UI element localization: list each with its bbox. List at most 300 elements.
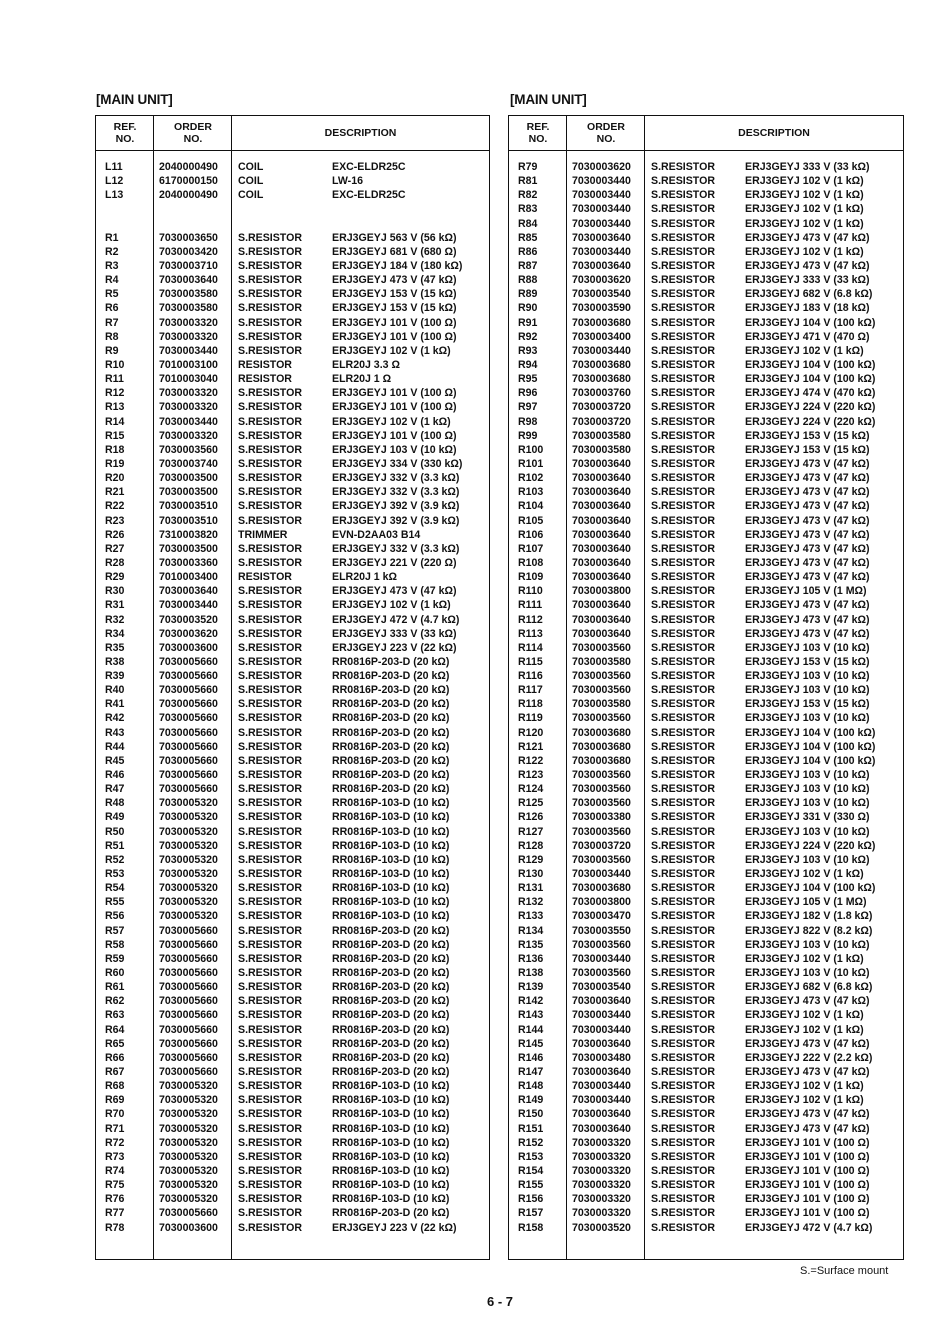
ref-no-cell: R128: [518, 839, 544, 852]
order-no-cell: 7030003640: [572, 1122, 631, 1135]
description-cell: ERJ3GEYJ 473 V (47 kΩ): [332, 585, 457, 598]
table-row: [96, 924, 489, 938]
description-cell: ERJ3GEYJ 102 V (1 kΩ): [745, 344, 864, 357]
description-cell: ERJ3GEYJ 473 V (47 kΩ): [745, 472, 870, 485]
part-type-cell: S.RESISTOR: [651, 1122, 715, 1135]
ref-no-cell: R151: [518, 1122, 544, 1135]
ref-no-cell: R88: [518, 274, 538, 287]
ref-no-cell: R150: [518, 1108, 544, 1121]
table-row: [96, 796, 489, 810]
order-no-cell: 7030003560: [572, 967, 631, 980]
table-row: [96, 1136, 489, 1150]
table-row: [96, 415, 489, 429]
ref-no-cell: R3: [105, 259, 119, 272]
order-no-cell: 7030003620: [159, 627, 218, 640]
part-type-cell: S.RESISTOR: [651, 853, 715, 866]
ref-no-cell: R118: [518, 698, 543, 711]
table-row: [96, 1093, 489, 1107]
part-type-cell: S.RESISTOR: [651, 302, 715, 315]
order-no-cell: 7030003440: [159, 599, 218, 612]
order-no-header: [154, 116, 232, 150]
order-no-cell: 6170000150: [159, 175, 218, 188]
table-row: [509, 542, 903, 556]
part-type-cell: S.RESISTOR: [651, 373, 715, 386]
order-no-cell: 7030003440: [572, 245, 631, 258]
table-row: [96, 499, 489, 513]
description-cell: ERJ3GEYJ 101 V (100 Ω): [332, 429, 457, 442]
ref-no-cell: R71: [105, 1122, 125, 1135]
description-cell: ERJ3GEYJ 103 V (10 kΩ): [745, 783, 870, 796]
table-row: [509, 895, 903, 909]
part-type-cell: S.RESISTOR: [651, 896, 715, 909]
order-no-cell: 7030003470: [572, 910, 631, 923]
ref-no-cell: R145: [518, 1037, 544, 1050]
ref-no-cell: R68: [105, 1080, 125, 1093]
table-row: [96, 980, 489, 994]
ref-no-cell: R74: [105, 1164, 125, 1177]
part-type-cell: S.RESISTOR: [238, 684, 302, 697]
table-row: [509, 471, 903, 485]
order-no-cell: 7030003640: [572, 457, 631, 470]
order-no-cell: 7030003440: [572, 952, 631, 965]
order-no-cell: 7030003320: [572, 1193, 631, 1206]
order-no-cell: 7030003600: [159, 1221, 218, 1234]
description-cell: ERJ3GEYJ 104 V (100 kΩ): [745, 358, 876, 371]
part-type-cell: S.RESISTOR: [651, 288, 715, 301]
table-row: [96, 853, 489, 867]
description-cell: ERJ3GEYJ 104 V (100 kΩ): [745, 754, 876, 767]
part-type-cell: S.RESISTOR: [238, 1193, 302, 1206]
table-row: [509, 386, 903, 400]
ref-no-cell: R72: [105, 1136, 125, 1149]
table-row: [96, 1023, 489, 1037]
blank-row: [96, 217, 489, 231]
table-row: [509, 655, 903, 669]
part-type-cell: S.RESISTOR: [651, 189, 715, 202]
ref-no-cell: R28: [105, 556, 125, 569]
order-no-cell: 7030003800: [572, 585, 631, 598]
part-type-cell: S.RESISTOR: [238, 1179, 302, 1192]
ref-no-cell: R46: [105, 769, 125, 782]
order-no-cell: 7030003540: [572, 981, 631, 994]
order-no-cell: 7030003640: [572, 1108, 631, 1121]
table-row: [509, 1065, 903, 1079]
description-cell: ERJ3GEYJ 473 V (47 kΩ): [745, 528, 870, 541]
part-type-cell: S.RESISTOR: [238, 514, 302, 527]
order-no-cell: 7030003680: [572, 754, 631, 767]
ref-no-cell: R13: [105, 401, 125, 414]
part-type-cell: S.RESISTOR: [238, 938, 302, 951]
description-cell: ERJ3GEYJ 153 V (15 kΩ): [745, 443, 870, 456]
part-type-cell: S.RESISTOR: [651, 655, 715, 668]
part-type-cell: S.RESISTOR: [238, 783, 302, 796]
table-row: [96, 542, 489, 556]
order-no-cell: 7030003500: [159, 486, 218, 499]
description-cell: RR0816P-103-D (10 kΩ): [332, 839, 450, 852]
order-no-cell: 7030005320: [159, 882, 218, 895]
part-type-cell: S.RESISTOR: [238, 853, 302, 866]
description-cell: ERJ3GEYJ 104 V (100 kΩ): [745, 740, 876, 753]
ref-no-cell: R45: [105, 754, 125, 767]
part-type-cell: S.RESISTOR: [651, 1193, 715, 1206]
order-no-cell: 7030005320: [159, 896, 218, 909]
table-row: [96, 259, 489, 273]
part-type-cell: S.RESISTOR: [238, 486, 302, 499]
ref-no-cell: R156: [518, 1193, 544, 1206]
ref-no-cell: R130: [518, 868, 544, 881]
part-type-cell: S.RESISTOR: [238, 726, 302, 739]
ref-no-cell: R60: [105, 967, 125, 980]
ref-no-cell: R63: [105, 1009, 125, 1022]
table-row: [96, 683, 489, 697]
order-no-cell: 7030005320: [159, 853, 218, 866]
table-row: [96, 429, 489, 443]
table-row: [509, 245, 903, 259]
ref-no-cell: R39: [105, 670, 125, 683]
ref-no-cell: R21: [105, 486, 125, 499]
order-no-header: [567, 116, 645, 150]
description-cell: ERJ3GEYJ 153 V (15 kΩ): [745, 429, 870, 442]
description-cell: RR0816P-203-D (20 kΩ): [332, 981, 450, 994]
table-row: [509, 514, 903, 528]
order-header-line1: ORDER: [587, 121, 625, 133]
table-row: [509, 853, 903, 867]
table-row: [96, 584, 489, 598]
ref-no-cell: R18: [105, 443, 125, 456]
order-no-cell: 7030003440: [572, 1094, 631, 1107]
table-row: [96, 740, 489, 754]
table-row: [96, 1221, 489, 1235]
ref-no-cell: R117: [518, 684, 543, 697]
order-no-cell: 7030005660: [159, 952, 218, 965]
ref-no-cell: R15: [105, 429, 125, 442]
table-row: [509, 1079, 903, 1093]
order-no-cell: 7030003640: [572, 486, 631, 499]
part-type-cell: RESISTOR: [238, 358, 292, 371]
table-row: [96, 231, 489, 245]
order-no-cell: 7030003400: [572, 330, 631, 343]
order-no-cell: 7030003720: [572, 401, 631, 414]
part-type-cell: S.RESISTOR: [651, 613, 715, 626]
description-cell: ERJ3GEYJ 473 V (47 kΩ): [745, 500, 870, 513]
ref-no-cell: R79: [518, 161, 538, 173]
ref-no-cell: R157: [518, 1207, 544, 1220]
part-type-cell: S.RESISTOR: [651, 797, 715, 810]
part-type-cell: S.RESISTOR: [651, 231, 715, 244]
part-type-cell: S.RESISTOR: [238, 641, 302, 654]
table-row: [509, 810, 903, 824]
ref-no-cell: R108: [518, 556, 544, 569]
ref-no-cell: R41: [105, 698, 125, 711]
description-cell: ERJ3GEYJ 101 V (100 Ω): [332, 401, 457, 414]
description-cell: ERJ3GEYJ 473 V (47 kΩ): [745, 231, 870, 244]
part-type-cell: S.RESISTOR: [238, 896, 302, 909]
part-type-cell: S.RESISTOR: [238, 1207, 302, 1220]
ref-no-cell: R146: [518, 1051, 544, 1064]
part-type-cell: S.RESISTOR: [651, 754, 715, 767]
order-no-cell: 7030003580: [572, 655, 631, 668]
table-row: [96, 598, 489, 612]
description-cell: ERJ3GEYJ 104 V (100 kΩ): [745, 882, 876, 895]
ref-no-cell: R115: [518, 655, 543, 668]
order-no-cell: 7030005320: [159, 839, 218, 852]
description-cell: ERJ3GEYJ 153 V (15 kΩ): [745, 698, 870, 711]
description-cell: RR0816P-103-D (10 kΩ): [332, 1122, 450, 1135]
order-no-cell: 7030003580: [572, 429, 631, 442]
table-row: [96, 825, 489, 839]
ref-no-cell: R120: [518, 726, 544, 739]
description-cell: ERJ3GEYJ 104 V (100 kΩ): [745, 373, 876, 386]
order-no-cell: 7030003440: [572, 868, 631, 881]
table-row: [96, 938, 489, 952]
ref-no-cell: R44: [105, 740, 125, 753]
part-type-cell: S.RESISTOR: [651, 1150, 715, 1163]
ref-no-cell: R6: [105, 302, 119, 315]
order-no-cell: 7030003320: [572, 1150, 631, 1163]
description-cell: RR0816P-203-D (20 kΩ): [332, 670, 450, 683]
ref-no-cell: R56: [105, 910, 125, 923]
ref-no-cell: R152: [518, 1136, 544, 1149]
ref-no-cell: R91: [518, 316, 538, 329]
order-no-cell: 7030003620: [572, 274, 631, 287]
table-row: [96, 344, 489, 358]
description-cell: ERJ3GEYJ 332 V (3.3 kΩ): [332, 472, 460, 485]
description-cell: ERJ3GEYJ 822 V (8.2 kΩ): [745, 924, 873, 937]
order-no-cell: 7030005660: [159, 924, 218, 937]
table-row: [509, 966, 903, 980]
table-row: [509, 259, 903, 273]
order-no-cell: 7030003600: [159, 641, 218, 654]
part-type-cell: S.RESISTOR: [238, 1037, 302, 1050]
table-row: [96, 400, 489, 414]
order-no-cell: 7030005320: [159, 868, 218, 881]
part-type-cell: S.RESISTOR: [238, 415, 302, 428]
order-no-cell: 7030003680: [572, 316, 631, 329]
order-no-cell: 7030005320: [159, 1164, 218, 1177]
part-type-cell: S.RESISTOR: [238, 613, 302, 626]
description-cell: ERJ3GEYJ 102 V (1 kΩ): [745, 1080, 864, 1093]
description-cell: ERJ3GEYJ 102 V (1 kΩ): [745, 868, 864, 881]
table-row: [509, 301, 903, 315]
ref-no-cell: R149: [518, 1094, 544, 1107]
description-cell: RR0816P-103-D (10 kΩ): [332, 811, 450, 824]
ref-no-cell: R107: [518, 542, 544, 555]
table-row: [96, 457, 489, 471]
left-table-header: [96, 116, 489, 151]
description-cell: ERJ3GEYJ 105 V (1 MΩ): [745, 896, 867, 909]
table-row: [96, 966, 489, 980]
left-unit-title: [MAIN UNIT]: [96, 92, 173, 107]
description-cell: ERJ3GEYJ 222 V (2.2 kΩ): [745, 1051, 873, 1064]
ref-no-cell: R116: [518, 670, 543, 683]
table-row: [509, 598, 903, 612]
part-type-cell: S.RESISTOR: [238, 754, 302, 767]
description-cell: RR0816P-203-D (20 kΩ): [332, 684, 450, 697]
part-type-cell: S.RESISTOR: [651, 585, 715, 598]
order-no-cell: 7030003560: [572, 641, 631, 654]
part-type-cell: S.RESISTOR: [651, 1094, 715, 1107]
table-row: [509, 1051, 903, 1065]
ref-no-cell: R66: [105, 1051, 125, 1064]
order-no-cell: 7030003440: [572, 1023, 631, 1036]
table-row: [509, 669, 903, 683]
part-type-cell: S.RESISTOR: [651, 1080, 715, 1093]
order-no-cell: 7030005320: [159, 1122, 218, 1135]
order-no-cell: 7310003820: [159, 528, 218, 541]
order-no-cell: 7030003440: [572, 217, 631, 230]
ref-no-cell: R110: [518, 585, 543, 598]
part-type-cell: S.RESISTOR: [651, 698, 715, 711]
ref-no-cell: R52: [105, 853, 125, 866]
table-row: [509, 231, 903, 245]
ref-no-cell: R95: [518, 373, 538, 386]
ref-no-cell: R105: [518, 514, 544, 527]
surface-mount-footnote: S.=Surface mount: [800, 1265, 889, 1277]
description-cell: RR0816P-203-D (20 kΩ): [332, 783, 450, 796]
description-cell: ERJ3GEYJ 101 V (100 Ω): [745, 1193, 870, 1206]
table-row: [96, 372, 489, 386]
part-type-cell: S.RESISTOR: [651, 1136, 715, 1149]
order-no-cell: 7030003440: [572, 189, 631, 202]
ref-no-cell: R139: [518, 981, 544, 994]
table-row: [96, 273, 489, 287]
part-type-cell: S.RESISTOR: [651, 868, 715, 881]
ref-no-cell: R54: [105, 882, 125, 895]
description-cell: ERJ3GEYJ 102 V (1 kΩ): [745, 175, 864, 188]
description-cell: EXC-ELDR25C: [332, 189, 406, 202]
order-no-cell: 7030005660: [159, 769, 218, 782]
description-cell: RR0816P-203-D (20 kΩ): [332, 1009, 450, 1022]
order-no-cell: 7030003640: [572, 514, 631, 527]
order-no-cell: 7030005660: [159, 938, 218, 951]
ref-no-cell: R19: [105, 457, 125, 470]
ref-no-cell: R138: [518, 967, 544, 980]
table-row: [509, 1150, 903, 1164]
part-type-cell: S.RESISTOR: [651, 938, 715, 951]
table-row: [509, 188, 903, 202]
description-cell: ERJ3GEYJ 392 V (3.9 kΩ): [332, 500, 460, 513]
part-type-cell: S.RESISTOR: [651, 1066, 715, 1078]
table-row: [96, 528, 489, 542]
part-type-cell: S.RESISTOR: [651, 161, 715, 173]
description-cell: ERJ3GEYJ 182 V (1.8 kΩ): [745, 910, 873, 923]
table-row: [509, 782, 903, 796]
table-row: [509, 584, 903, 598]
order-no-cell: 7030003640: [572, 259, 631, 272]
order-no-cell: 7030003320: [159, 387, 218, 400]
order-no-cell: 7030005320: [159, 811, 218, 824]
part-type-cell: S.RESISTOR: [651, 1051, 715, 1064]
table-row: [509, 1093, 903, 1107]
part-type-cell: S.RESISTOR: [651, 967, 715, 980]
ref-no-cell: R76: [105, 1193, 125, 1206]
description-cell: EVN-D2AA03 B14: [332, 528, 421, 541]
table-row: [509, 613, 903, 627]
part-type-cell: S.RESISTOR: [238, 670, 302, 683]
order-no-cell: 7030003500: [159, 472, 218, 485]
description-cell: ERJ3GEYJ 333 V (33 kΩ): [745, 161, 870, 173]
order-no-cell: 7030005660: [159, 1023, 218, 1036]
table-row: [509, 1122, 903, 1136]
order-no-cell: 7030003440: [159, 344, 218, 357]
table-row: [96, 655, 489, 669]
description-cell: ERJ3GEYJ 103 V (10 kΩ): [745, 712, 870, 725]
table-row: [96, 316, 489, 330]
description-cell: RR0816P-203-D (20 kΩ): [332, 769, 450, 782]
table-row: [96, 895, 489, 909]
description-cell: ERJ3GEYJ 101 V (100 Ω): [332, 330, 457, 343]
ref-no-cell: R134: [518, 924, 544, 937]
description-cell: RR0816P-103-D (10 kΩ): [332, 882, 450, 895]
order-header-line2: NO.: [596, 133, 616, 145]
order-no-cell: 7030003520: [572, 1221, 631, 1234]
ref-no-cell: R31: [105, 599, 125, 612]
part-type-cell: S.RESISTOR: [651, 627, 715, 640]
part-type-cell: S.RESISTOR: [651, 472, 715, 485]
table-row: [96, 726, 489, 740]
description-cell: ERJ3GEYJ 184 V (180 kΩ): [332, 259, 463, 272]
description-cell: ERJ3GEYJ 334 V (330 kΩ): [332, 457, 463, 470]
description-cell: ERJ3GEYJ 392 V (3.9 kΩ): [332, 514, 460, 527]
ref-no-cell: R148: [518, 1080, 544, 1093]
table-row: [96, 1065, 489, 1079]
description-cell: ERJ3GEYJ 472 V (4.7 kΩ): [745, 1221, 873, 1234]
order-no-cell: 7030003440: [572, 203, 631, 216]
description-cell: ERJ3GEYJ 102 V (1 kΩ): [332, 599, 451, 612]
description-cell: ERJ3GEYJ 102 V (1 kΩ): [745, 189, 864, 202]
part-type-cell: S.RESISTOR: [651, 995, 715, 1008]
description-header-text: DESCRIPTION: [324, 127, 397, 139]
description-cell: ERJ3GEYJ 563 V (56 kΩ): [332, 231, 457, 244]
order-no-cell: 7030003500: [159, 542, 218, 555]
ref-no-cell: R136: [518, 952, 544, 965]
ref-no-cell: R144: [518, 1023, 544, 1036]
ref-no-cell: R57: [105, 924, 125, 937]
table-row: [96, 909, 489, 923]
ref-no-cell: R98: [518, 415, 538, 428]
order-no-cell: 7030003560: [572, 853, 631, 866]
order-no-cell: 7030005320: [159, 1080, 218, 1093]
order-no-cell: 7030003640: [159, 585, 218, 598]
ref-no-cell: R125: [518, 797, 544, 810]
table-row: [96, 1150, 489, 1164]
order-no-cell: 7030003580: [159, 302, 218, 315]
description-cell: ERJ3GEYJ 332 V (3.3 kΩ): [332, 486, 460, 499]
description-cell: ERJ3GEYJ 103 V (10 kΩ): [332, 443, 457, 456]
description-cell: RR0816P-203-D (20 kΩ): [332, 698, 450, 711]
order-no-cell: 7030003620: [572, 161, 631, 173]
order-no-cell: 7010003400: [159, 571, 218, 584]
description-cell: RR0816P-203-D (20 kΩ): [332, 924, 450, 937]
part-type-cell: S.RESISTOR: [651, 203, 715, 216]
ref-no-cell: R104: [518, 500, 544, 513]
description-cell: ERJ3GEYJ 473 V (47 kΩ): [745, 542, 870, 555]
ref-no-cell: R135: [518, 938, 544, 951]
ref-no-cell: R109: [518, 571, 544, 584]
ref-no-cell: R9: [105, 344, 119, 357]
table-row: [509, 711, 903, 725]
table-row: [509, 1107, 903, 1121]
description-cell: RR0816P-103-D (10 kΩ): [332, 1080, 450, 1093]
table-row: [96, 1008, 489, 1022]
order-no-cell: 7030003640: [572, 528, 631, 541]
description-cell: ELR20J 1 kΩ: [332, 571, 398, 584]
description-cell: ERJ3GEYJ 223 V (22 kΩ): [332, 641, 457, 654]
ref-no-cell: R99: [518, 429, 538, 442]
table-row: [509, 400, 903, 414]
order-no-cell: 7030003680: [572, 882, 631, 895]
table-row: [509, 796, 903, 810]
